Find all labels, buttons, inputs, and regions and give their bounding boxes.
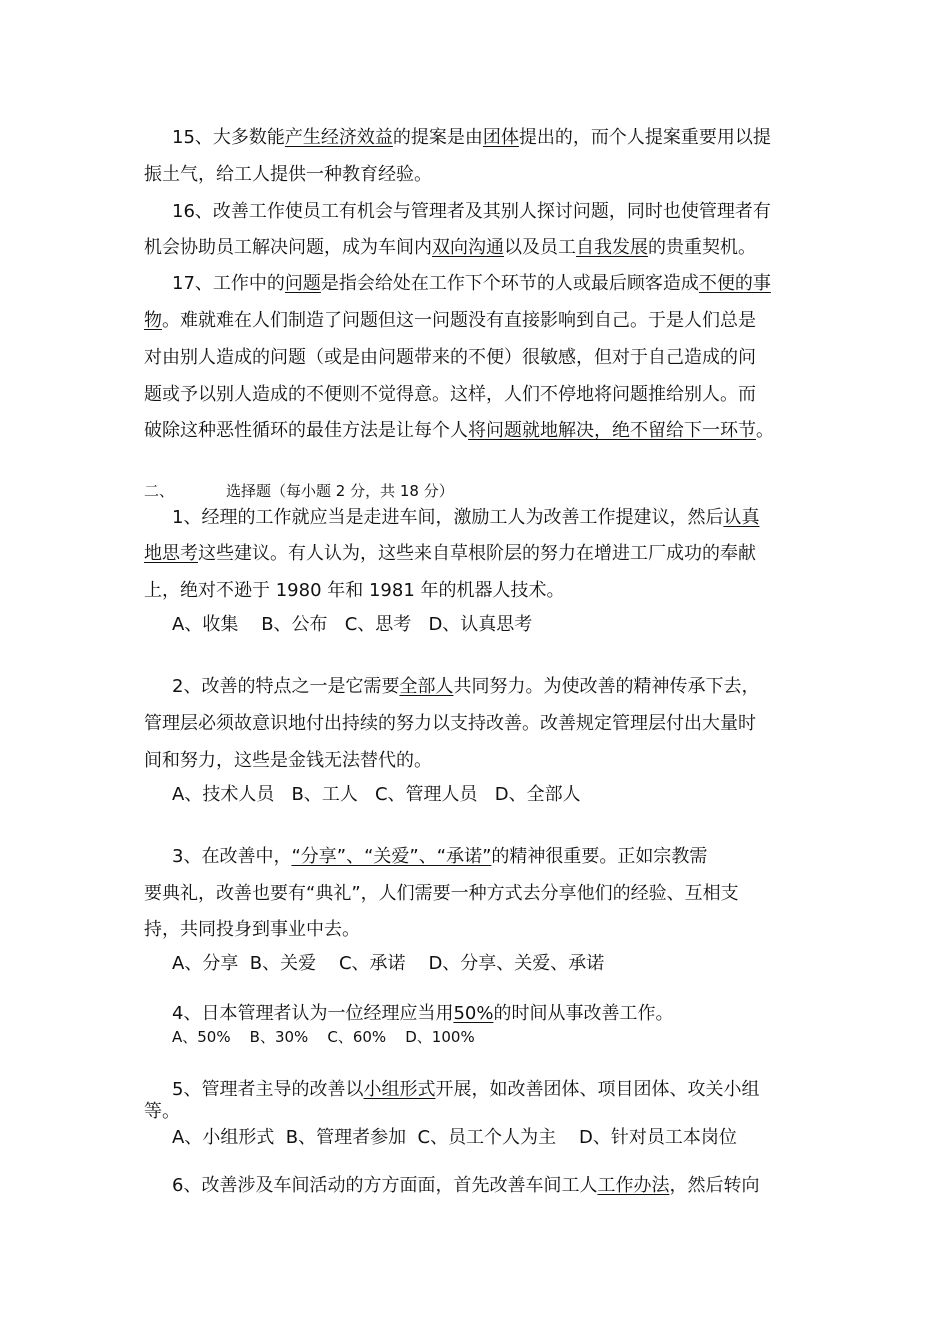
q16-text-1: 16、改善工作使员工有机会与管理者及其别人探讨问题，同时也使管理者有 [172, 201, 771, 222]
c3-line2: 要典礼，改善也要有“典礼”，人们需要一种方式去分享他们的经验、互相支 [144, 883, 739, 904]
q15-text-b: 的提案是由 [392, 127, 483, 148]
c6-answer-1: 工作办法 [597, 1175, 670, 1196]
q17-text-b: 是指会给处在工作下个环节的人或最后顾客造成 [320, 273, 699, 294]
section-title: 选择题（每小题 2 分，共 18 分） [226, 482, 454, 500]
q16-text-b: 以及员工 [504, 237, 576, 258]
q17-text-c: 。难就难在人们制造了问题但这一问题没有直接影响到自己。于是人们总是 [162, 310, 756, 331]
q17-line4: 题或予以别人造成的不便则不觉得意。这样，人们不停地将问题推给别人。而 [144, 384, 756, 405]
c1-answer-1: 认真 [723, 507, 760, 528]
c3-options-text: A、分享 B、关爱 C、承诺 D、分享、关爱、承诺 [172, 953, 605, 974]
c5-options-text: A、小组形式 B、管理者参加 C、员工个人为主 D、针对员工本岗位 [172, 1127, 737, 1148]
c2-line3: 间和努力，这些是金钱无法替代的。 [144, 750, 432, 771]
c3-text-a: 3、在改善中， [172, 846, 292, 867]
q16-text-c: 的贵重契机。 [648, 237, 756, 258]
c1-line1 [144, 500, 808, 536]
c1-line3: 上，绝对不逊于 1980 年和 1981 年的机器人技术。 [144, 580, 565, 601]
c2-line2: 管理层必须故意识地付出持续的努力以支持改善。改善规定管理层付出大量时 [144, 713, 756, 734]
c5-answer-1: 小组形式 [363, 1079, 436, 1100]
c3-text-b: 的精神很重要。正如宗教需 [491, 846, 708, 867]
q17-answer-4: 将问题就地解决，绝不留给下一环节 [468, 420, 756, 441]
c1-text-b: 这些建议。有人认为，这些来自草根阶层的努力在增进工厂成功的奉献 [198, 543, 756, 564]
c5-line2: 等。 [144, 1101, 180, 1122]
q15-text-c: 提出的，而个人提案重要用以提 [518, 127, 771, 148]
c2-options [144, 777, 808, 813]
c4-text-a: 4、日本管理者认为一位经理应当用 [172, 1003, 454, 1024]
q15-answer-2: 团体 [482, 127, 519, 148]
section-number: 二、 [144, 482, 175, 500]
q17-text-a: 17、工作中的 [172, 273, 285, 294]
c2-text-a: 2、改善的特点之一是它需要 [172, 676, 400, 697]
q17-line3: 对由别人造成的问题（或是由问题带来的不便）很敏感，但对于自己造成的问 [144, 347, 756, 368]
c2-options-text: A、技术人员 B、工人 C、管理人员 D、全部人 [172, 784, 581, 805]
c6-text-a: 6、改善涉及车间活动的方方面面，首先改善车间工人 [172, 1175, 598, 1196]
q16-answer-2: 自我发展 [576, 237, 648, 258]
c2-answer-1: 全部人 [399, 676, 454, 697]
q16-line2 [144, 230, 808, 266]
q17-line5 [144, 413, 808, 449]
c4-answer-1: 50% [453, 1003, 494, 1024]
q16-answer-1: 双向沟通 [432, 237, 504, 258]
q16-line1 [144, 194, 808, 230]
c1-options [144, 607, 808, 643]
c5-text-a: 5、管理者主导的改善以 [172, 1079, 364, 1100]
q15-text-a: 15、大多数能 [172, 127, 285, 148]
q17-answer-2: 不便的事 [698, 273, 771, 294]
q17-line2 [144, 303, 808, 339]
c3-line1 [144, 839, 808, 875]
c6-line1 [144, 1168, 808, 1204]
c1-answer-2: 地思考 [144, 543, 198, 564]
q15-answer-1: 产生经济效益 [284, 127, 393, 148]
c5-options [144, 1120, 808, 1156]
q17-text-5a: 破除这种恶性循环的最佳方法是让每个人 [144, 420, 468, 441]
q15-line1 [144, 120, 808, 156]
c1-text-a: 1、经理的工作就应当是走进车间，激励工人为改善工作提建议，然后 [172, 507, 724, 528]
q17-text-5b: 。 [756, 420, 774, 441]
c4-options [144, 1024, 808, 1050]
c4-options-text: A、50% B、30% C、60% D、100% [172, 1028, 475, 1046]
q17-answer-3: 物 [144, 310, 162, 331]
c6-text-b: ，然后转向 [669, 1175, 760, 1196]
c5-text-b: 开展，如改善团体、项目团体、攻关小组 [435, 1079, 760, 1100]
c2-text-b: 共同努力。为使改善的精神传承下去， [453, 676, 760, 697]
c3-line3: 持，共同投身到事业中去。 [144, 919, 360, 940]
c2-line1 [144, 669, 808, 705]
q15-line2: 振土气，给工人提供一种教育经验。 [144, 164, 432, 185]
q17-line1 [144, 266, 808, 302]
c3-answer-1: “分享”、“关爱”、“承诺” [291, 846, 492, 867]
c1-options-text: A、收集 B、公布 C、思考 D、认真思考 [172, 614, 533, 635]
q17-answer-1: 问题 [284, 273, 321, 294]
c4-text-b: 的时间从事改善工作。 [493, 1003, 674, 1024]
c3-options [144, 946, 808, 982]
c1-line2 [144, 536, 808, 572]
q16-text-a: 机会协助员工解决问题，成为车间内 [144, 237, 432, 258]
